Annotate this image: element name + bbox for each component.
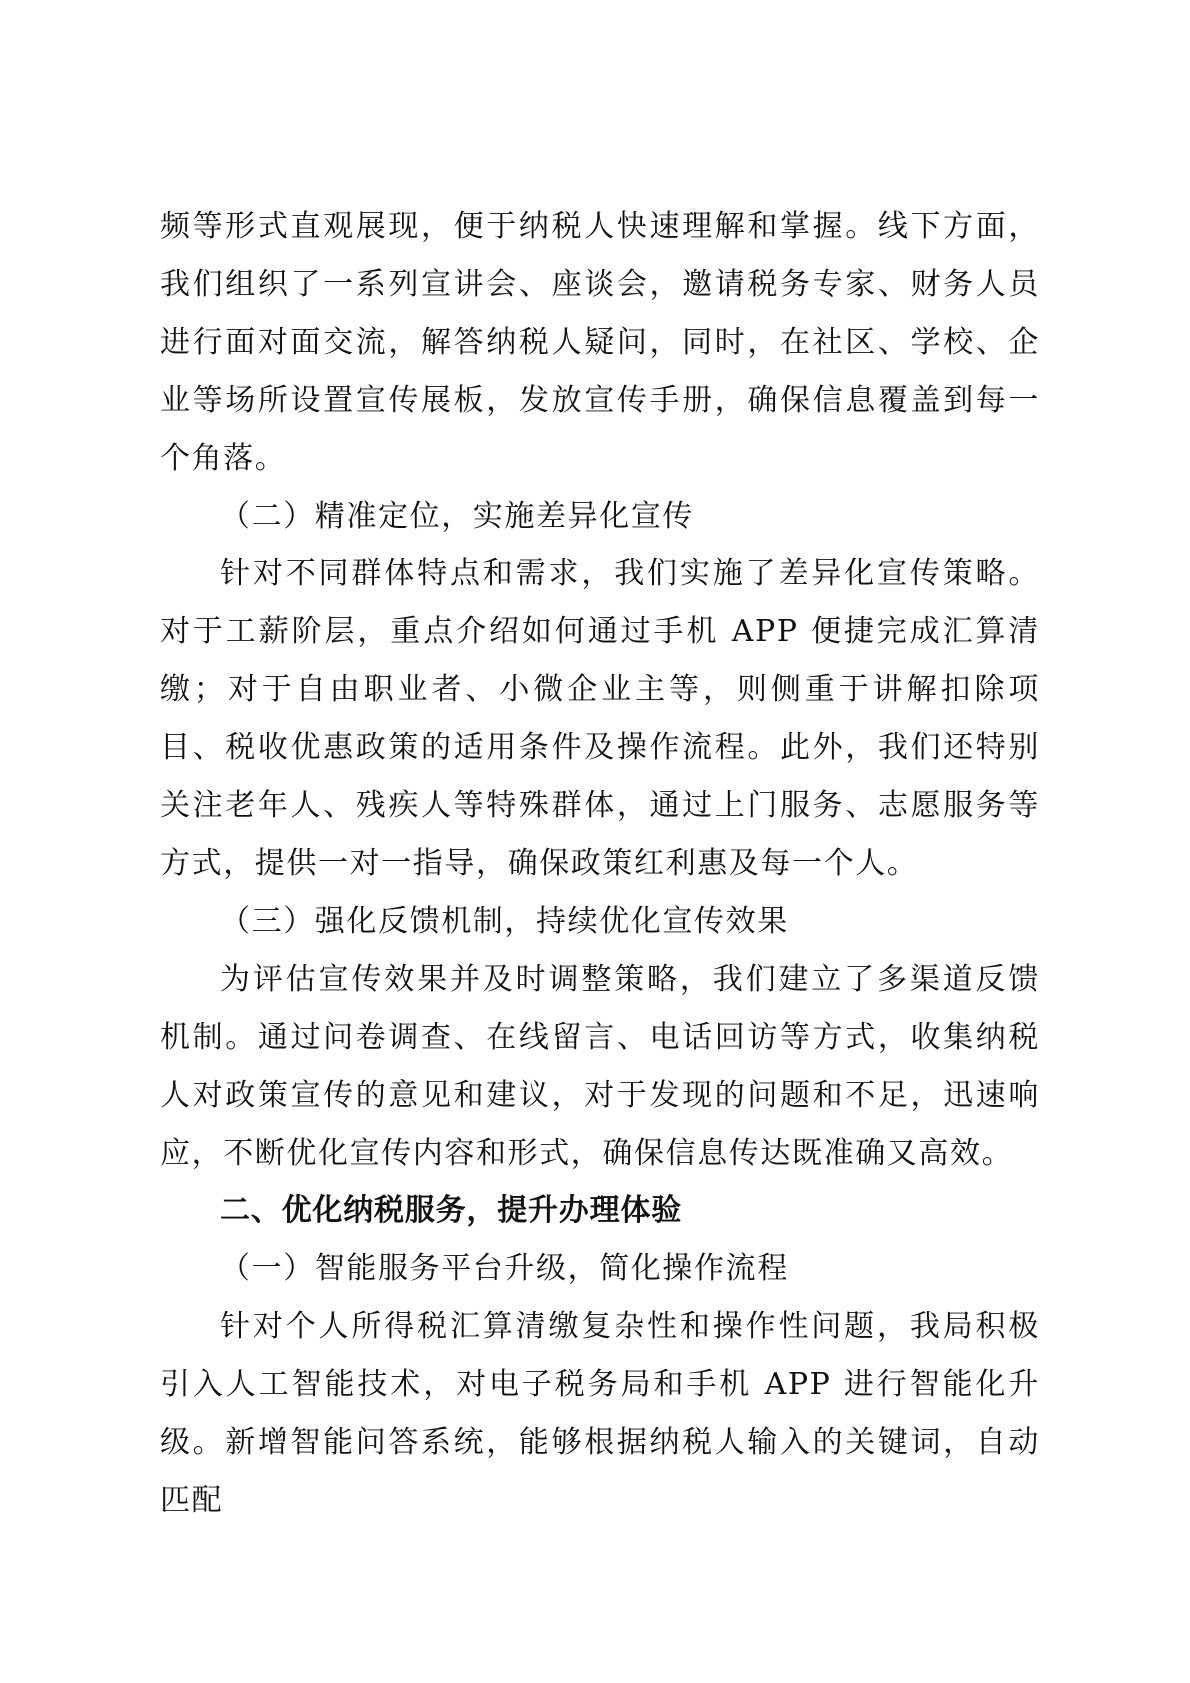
subheading-feedback-mechanism: （三）强化反馈机制，持续优化宣传效果 — [220, 903, 789, 939]
body-paragraph-continued: 频等形式直观展现，便于纳税人快速理解和掌握。线下方面，我们组织了一系列宣讲会、座谈会，邀请税务专家、财务人员进行面对面交流，解答纳税人疑问，同时，在社区、学校、企业等场所设置宣传展板，发放宣传手册，确保信息覆盖到每一个角落。 — [160, 209, 1040, 476]
section-heading-optimize-service: 二、优化纳税服务，提升办理体验 — [220, 1193, 682, 1229]
body-paragraph-smart-platform: 针对个人所得税汇算清缴复杂性和操作性问题，我局积极引入人工智能技术，对电子税务局和手机 APP 进行智能化升级。新增智能问答系统，能够根据纳税人输入的关键词，自动匹配 — [160, 1309, 1040, 1518]
subheading-targeted-positioning: （二）精准定位，实施差异化宣传 — [220, 498, 694, 534]
body-paragraph-feedback: 为评估宣传效果并及时调整策略，我们建立了多渠道反馈机制。通过问卷调查、在线留言、电话回访等方式，收集纳税人对政策宣传的意见和建议，对于发现的问题和不足，迅速响应，不断优化宣传内容和形式，确保信息传达既准确又高效。 — [160, 961, 1040, 1171]
document-body — [160, 198, 1040, 1530]
subheading-smart-platform: （一）智能服务平台升级，简化操作流程 — [220, 1251, 789, 1287]
body-paragraph-differentiated-promotion: 针对不同群体特点和需求，我们实施了差异化宣传策略。对于工薪阶层，重点介绍如何通过手机 APP 便捷完成汇算清缴；对于自由职业者、小微企业主等，则侧重于讲解扣除项目、税收优惠政策的适用条件及操作流程。此外，我们还特别关注老年人、残疾人等特殊群体，通过上门服务、志愿服务等方式，提供一对一指导，确保政策红利惠及每一个人。 — [160, 556, 1040, 881]
